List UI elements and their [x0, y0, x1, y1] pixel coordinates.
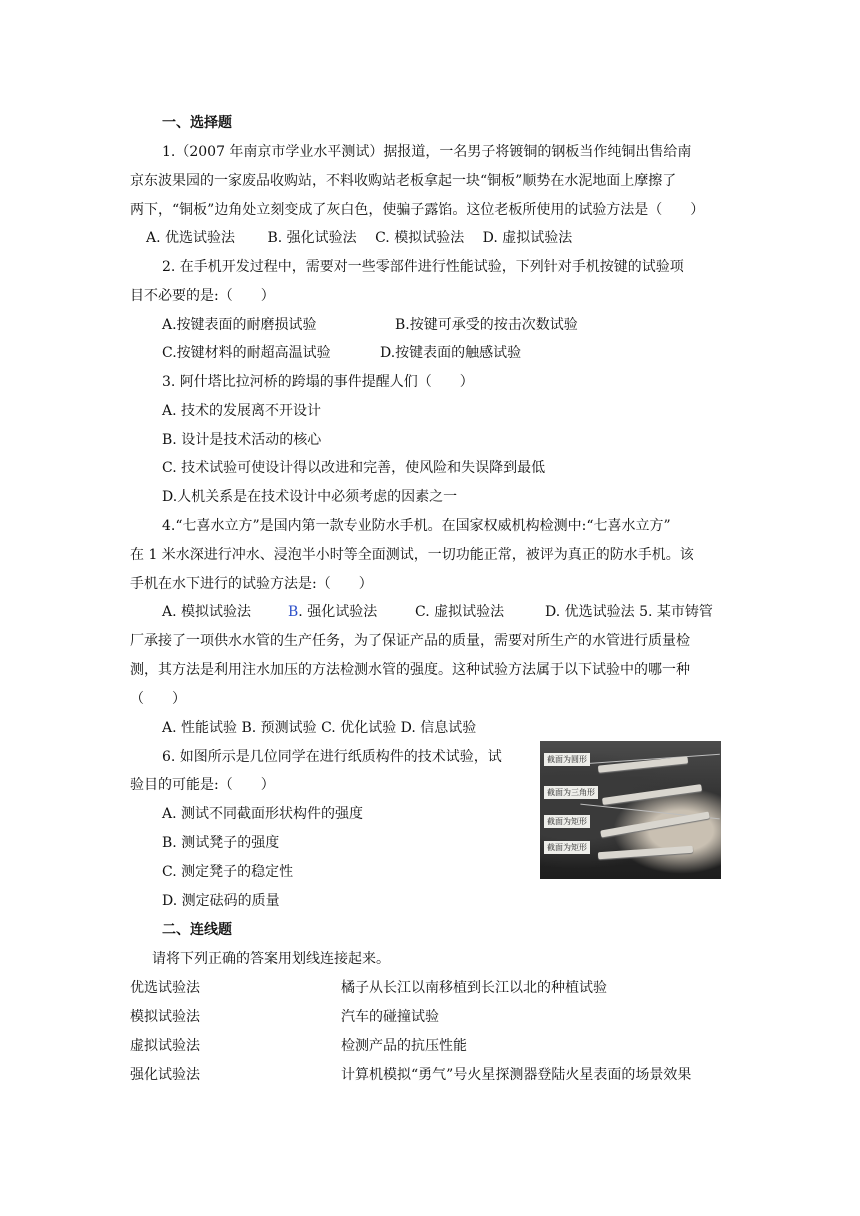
- q6-line2: 验目的可能是:（ ）: [130, 777, 275, 793]
- match-left-4: 强化试验法: [130, 1067, 200, 1083]
- photo-stick: [602, 784, 702, 805]
- q2-line2: 目不必要的是:（ ）: [130, 288, 275, 304]
- q6-option-b: B. 测试凳子的强度: [162, 835, 280, 851]
- q3-option-b: B. 设计是技术活动的核心: [162, 432, 322, 448]
- q4-option-b-letter: B: [288, 604, 299, 620]
- q1-options: A. 优选试验法 B. 强化试验法 C. 模拟试验法 D. 虚拟试验法: [146, 230, 573, 246]
- match-left-2: 模拟试验法: [130, 1009, 200, 1025]
- photo-stick: [600, 812, 710, 838]
- q3-option-c: C. 技术试验可使设计得以改进和完善，使风险和失误降到最低: [162, 460, 546, 476]
- q6-option-c: C. 测定凳子的稳定性: [162, 864, 294, 880]
- q3-option-d: D.人机关系是在技术设计中必须考虑的因素之一: [162, 489, 458, 505]
- q3-line1: 3. 阿什塔比拉河桥的跨塌的事件提醒人们（ ）: [162, 374, 474, 390]
- q4-line2: 在 1 米水深进行冲水、浸泡半小时等全面测试，一切功能正常，被评为真正的防水手机。该: [130, 547, 694, 563]
- q6-option-a: A. 测试不同截面形状构件的强度: [162, 806, 364, 822]
- match-left-3: 虚拟试验法: [130, 1038, 200, 1054]
- q4-option-c: C. 虚拟试验法: [415, 604, 505, 620]
- q4-option-b: [288, 602, 377, 622]
- q2-option-d: D.按键表面的触感试验: [380, 345, 522, 361]
- q1-line2: 京东波果园的一家废品收购站，不料收购站老板拿起一块“铜板”顺势在水泥地面上摩擦了: [130, 173, 677, 189]
- photo-label-rectangle: 截面为矩形: [544, 815, 590, 828]
- match-right-4: 计算机模拟“勇气”号火星探测器登陆火星表面的场景效果: [341, 1067, 692, 1083]
- q6-option-d: D. 测定砝码的质量: [162, 893, 280, 909]
- q3-option-a: A. 技术的发展离不开设计: [162, 403, 322, 419]
- section2-instruction: 请将下列正确的答案用划线连接起来。: [152, 951, 390, 967]
- q4-line1: 4.“七喜水立方”是国内第一款专业防水手机。在国家权威机构检测中:“七喜水立方”: [162, 518, 671, 534]
- q1-line3: 两下，“铜板”边角处立刻变成了灰白色，使骗子露馅。这位老板所使用的试验方法是（ ）: [130, 202, 705, 218]
- q4-option-d-q5-start: D. 优选试验法 5. 某市铸管: [545, 604, 713, 620]
- q2-line1: 2. 在手机开发过程中，需要对一些零部件进行性能试验，下列针对手机按键的试验项: [162, 259, 684, 275]
- q2-option-c: C.按键材料的耐超高温试验: [162, 345, 331, 361]
- q5-line4: （ ）: [130, 691, 186, 707]
- match-left-1: 优选试验法: [130, 980, 200, 996]
- q2-option-b: B.按键可承受的按击次数试验: [395, 317, 578, 333]
- match-right-2: 汽车的碰撞试验: [341, 1009, 439, 1025]
- match-right-1: 橘子从长江以南移植到长江以北的种植试验: [341, 980, 607, 996]
- photo-label-circle: 截面为圆形: [544, 753, 590, 766]
- photo-label-triangle: 截面为三角形: [544, 786, 598, 799]
- q5-line3: 测，其方法是利用注水加压的方法检测水管的强度。这种试验方法属于以下试验中的哪一种: [130, 662, 690, 678]
- q4-option-a: A. 模拟试验法: [162, 604, 252, 620]
- section2-title: 二、连线题: [162, 922, 232, 938]
- q4-option-b-text: . 强化试验法: [298, 604, 378, 620]
- photo-stick: [598, 846, 693, 860]
- section1-title: 一、选择题: [162, 115, 232, 131]
- photo-label-rectangle: 截面为矩形: [544, 841, 590, 854]
- q1-line1: 1.（2007 年南京市学业水平测试）据报道，一名男子将镀铜的钢板当作纯铜出售给南: [162, 144, 692, 160]
- q2-option-a: A.按键表面的耐磨损试验: [162, 317, 317, 333]
- q4-line3: 手机在水下进行的试验方法是:（ ）: [130, 576, 373, 592]
- match-right-3: 检测产品的抗压性能: [341, 1038, 467, 1054]
- experiment-photo: [540, 741, 721, 879]
- q5-options: A. 性能试验 B. 预测试验 C. 优化试验 D. 信息试验: [162, 720, 477, 736]
- q5-line2: 厂承接了一项供水水管的生产任务，为了保证产品的质量，需要对所生产的水管进行质量检: [130, 633, 690, 649]
- q6-line1: 6. 如图所示是几位同学在进行纸质构件的技术试验，试: [162, 749, 502, 765]
